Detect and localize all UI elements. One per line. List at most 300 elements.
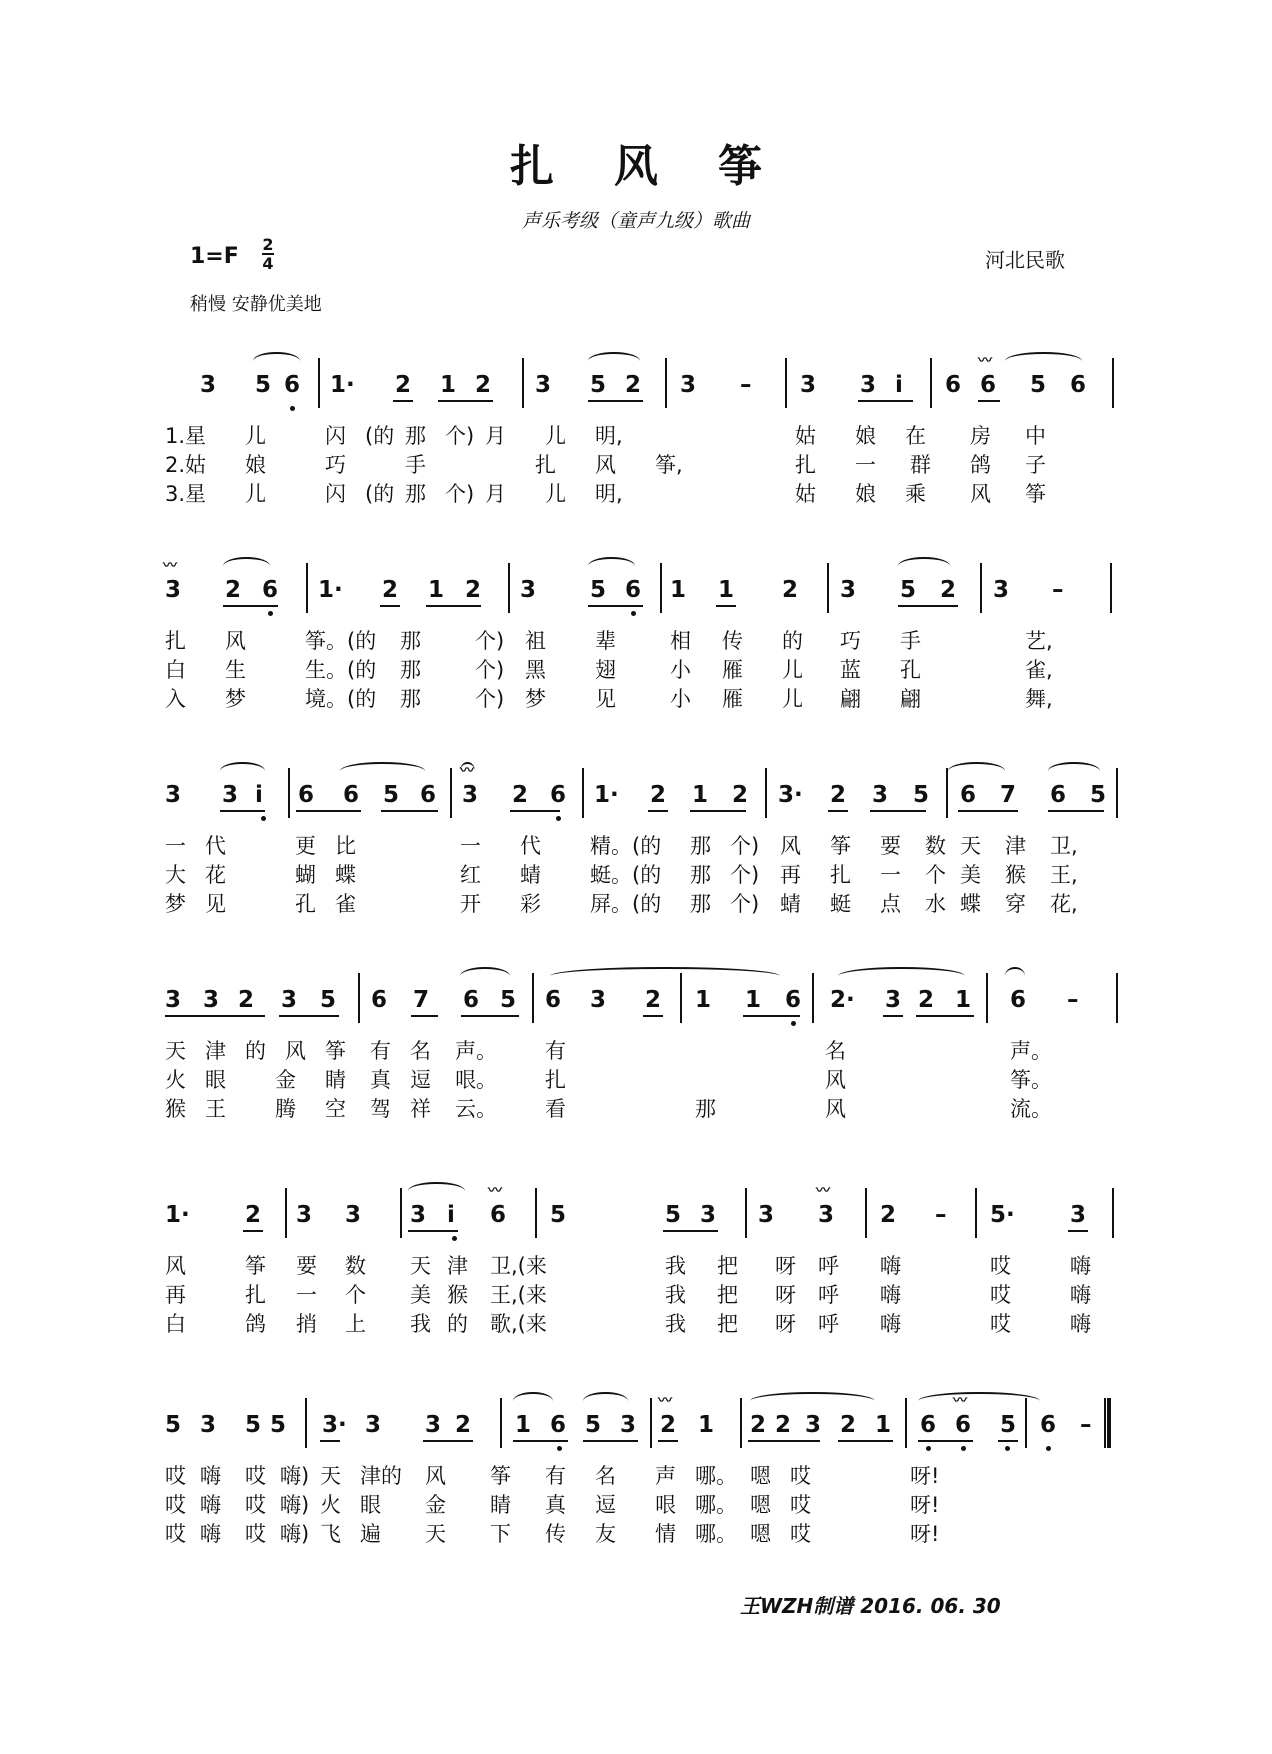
lyric-syllable: 声。: [1010, 1039, 1052, 1063]
lyric-syllable: 穿: [1005, 892, 1026, 916]
lyric-syllable: 呀!: [910, 1464, 940, 1488]
lyric-syllable: 数: [925, 834, 946, 858]
lyric-syllable: 的: [245, 1039, 266, 1063]
note: 2: [225, 577, 242, 603]
lyric-syllable: 生。(的: [305, 658, 377, 682]
note: 1: [875, 1412, 892, 1438]
lyric-syllable: 呀: [775, 1254, 796, 1278]
lyric-syllable: 嗨: [880, 1283, 901, 1307]
lyric-syllable: 水: [925, 892, 946, 916]
slur: [340, 762, 425, 780]
slur: [750, 1392, 875, 1410]
lyric-syllable: 把: [717, 1312, 738, 1336]
lyric-syllable: 蝶: [960, 892, 981, 916]
lyric-syllable: 一: [165, 834, 186, 858]
key-signature: 1=F: [190, 244, 239, 269]
barline: [535, 1188, 537, 1238]
lyric-verse-3: [0, 1093, 1272, 1121]
note: 5: [165, 1412, 182, 1438]
lyric-syllable: 翩: [900, 687, 921, 711]
lyric-syllable: 儿: [545, 482, 566, 506]
mordent-icon: 〰: [816, 1183, 830, 1199]
note: 3: [885, 987, 902, 1013]
time-denominator: 4: [262, 254, 274, 273]
lyric-syllable: 扎: [795, 453, 816, 477]
lyric-syllable: 儿: [782, 687, 803, 711]
note: 3: [281, 987, 298, 1013]
note: 3: [410, 1202, 427, 1228]
lyric-syllable: 儿: [545, 424, 566, 448]
lyric-syllable: 梦: [165, 892, 186, 916]
note: 2: [238, 987, 255, 1013]
lyric-syllable: 的: [782, 629, 803, 653]
mordent-icon: 〰: [978, 353, 992, 369]
note: 3: [800, 372, 817, 398]
note: 2: [775, 1412, 792, 1438]
mordent-icon: 〰: [953, 1393, 967, 1409]
lyric-syllable: 名: [595, 1464, 616, 1488]
note: 6: [945, 372, 962, 398]
note: 1·: [318, 577, 343, 603]
note: –: [1080, 1412, 1092, 1438]
lyric-verse-1: [0, 1035, 1272, 1063]
duration-underline: [748, 1440, 820, 1442]
note: 5: [900, 577, 917, 603]
lyric-syllable: 扎: [165, 629, 186, 653]
note: 3: [222, 782, 239, 808]
lyric-syllable: 雀,: [1025, 658, 1053, 682]
duration-underline: [380, 605, 400, 607]
mordent-icon: 〰: [658, 1393, 672, 1409]
lyric-syllable: 嗨): [280, 1493, 310, 1517]
duration-underline: [870, 810, 926, 812]
lyric-syllable: 呀!: [910, 1522, 940, 1546]
lyric-syllable: 开: [460, 892, 481, 916]
lyric-syllable: 一: [880, 863, 901, 887]
note: 2: [625, 372, 642, 398]
lyric-syllable: 眼: [205, 1068, 226, 1092]
note: 6: [960, 782, 977, 808]
barline: [665, 358, 667, 408]
note: 3: [535, 372, 552, 398]
time-numerator: 2: [262, 235, 274, 254]
note: 2: [455, 1412, 472, 1438]
lyric-verse-2: [0, 1489, 1272, 1517]
low-octave-dot: [631, 611, 636, 616]
lyric-syllable: 白: [165, 658, 186, 682]
note: i: [255, 782, 263, 808]
note: –: [935, 1202, 947, 1228]
lyric-syllable: 哪。: [695, 1493, 737, 1517]
lyric-syllable: 猴: [1005, 863, 1026, 887]
lyric-syllable: 嗯: [750, 1522, 771, 1546]
note: 2: [512, 782, 529, 808]
lyric-syllable: 美: [960, 863, 981, 887]
note: 1: [670, 577, 687, 603]
duration-underline: [658, 1440, 678, 1442]
duration-underline: [438, 400, 493, 402]
lyric-syllable: 哎: [165, 1493, 186, 1517]
lyric-syllable: 天: [425, 1522, 446, 1546]
lyric-syllable: 娘: [855, 424, 876, 448]
barline: [765, 768, 767, 818]
page-title: 扎风筝: [510, 141, 822, 192]
duration-underline: [898, 605, 958, 607]
score-system-5: [0, 1180, 1272, 1336]
note: 5: [913, 782, 930, 808]
lyric-syllable: 津: [447, 1254, 468, 1278]
lyric-syllable: 看: [545, 1097, 566, 1121]
note: 2: [750, 1412, 767, 1438]
lyric-syllable: 一: [855, 453, 876, 477]
lyric-syllable: 手: [900, 629, 921, 653]
lyric-syllable: 明,: [595, 424, 623, 448]
lyric-syllable: 飞: [320, 1522, 341, 1546]
lyric-syllable: 大: [165, 863, 186, 887]
lyric-syllable: 王,: [1050, 863, 1078, 887]
lyric-syllable: 有: [370, 1039, 391, 1063]
barline: [532, 973, 534, 1023]
note: 3: [345, 1202, 362, 1228]
lyric-syllable: 花,: [1050, 892, 1078, 916]
lyric-syllable: 2.姑: [165, 453, 207, 477]
low-octave-dot: [452, 1236, 457, 1241]
barline: [865, 1188, 867, 1238]
note: 6: [463, 987, 480, 1013]
lyric-syllable: 孔: [295, 892, 316, 916]
duration-underline: [838, 1440, 893, 1442]
lyric-syllable: 一: [296, 1283, 317, 1307]
slur: [1005, 352, 1082, 370]
lyric-syllable: 嗨): [280, 1522, 310, 1546]
lyric-syllable: 哎: [165, 1464, 186, 1488]
lyric-syllable: 眼: [360, 1493, 381, 1517]
lyric-syllable: 友: [595, 1522, 616, 1546]
note: 2: [660, 1412, 677, 1438]
slur: [583, 1392, 628, 1410]
lyric-syllable: 风: [825, 1068, 846, 1092]
lyric-syllable: 嗨: [1070, 1283, 1091, 1307]
duration-underline: [381, 810, 438, 812]
barline: [785, 358, 787, 408]
lyric-syllable: 要: [880, 834, 901, 858]
lyric-syllable: 呼: [818, 1283, 839, 1307]
duration-underline: [1068, 1230, 1088, 1232]
lyric-syllable: 鸽: [970, 453, 991, 477]
lyric-syllable: 哎: [245, 1522, 266, 1546]
lyric-syllable: 嗨: [1070, 1254, 1091, 1278]
lyric-syllable: 翅: [595, 658, 616, 682]
note: 6: [284, 372, 301, 398]
note: 2: [395, 372, 412, 398]
lyric-syllable: 手: [405, 453, 426, 477]
lyric-syllable: 云。: [455, 1097, 497, 1121]
lyric-syllable: 比: [335, 834, 356, 858]
lyric-syllable: 蝶: [335, 863, 356, 887]
lyric-syllable: 梦: [225, 687, 246, 711]
duration-underline: [690, 810, 746, 812]
lyric-syllable: 鸽: [245, 1312, 266, 1336]
lyric-syllable: 天: [320, 1464, 341, 1488]
note: 3: [203, 987, 220, 1013]
lyric-syllable: 彩: [520, 892, 541, 916]
note: 3: [818, 1202, 835, 1228]
note: 5: [320, 987, 337, 1013]
duration-underline: [588, 400, 643, 402]
lyric-syllable: 王: [205, 1097, 226, 1121]
slur: [588, 352, 640, 370]
lyric-syllable: 梦: [525, 687, 546, 711]
barline: [306, 563, 308, 613]
barline: [318, 358, 320, 408]
barline: [745, 1188, 747, 1238]
lyric-verse-2: [0, 654, 1272, 682]
duration-underline: [296, 810, 361, 812]
note: 2: [918, 987, 935, 1013]
barline: [980, 563, 982, 613]
lyric-syllable: 真: [545, 1493, 566, 1517]
lyric-syllable: 艺,: [1025, 629, 1053, 653]
note: 1: [955, 987, 972, 1013]
note: 6: [550, 1412, 567, 1438]
lyric-syllable: 呀!: [910, 1493, 940, 1517]
duration-underline: [883, 1015, 903, 1017]
final-barline: [1104, 1398, 1111, 1448]
duration-underline: [583, 1440, 638, 1442]
note: 6: [545, 987, 562, 1013]
lyric-syllable: 哎: [245, 1464, 266, 1488]
note: 2: [940, 577, 957, 603]
lyric-syllable: 津: [205, 1039, 226, 1063]
lyric-syllable: 呼: [818, 1312, 839, 1336]
lyric-syllable: 那: [400, 687, 421, 711]
duration-underline: [648, 810, 668, 812]
lyric-syllable: 个: [345, 1283, 366, 1307]
lyric-syllable: 天: [960, 834, 981, 858]
lyric-syllable: 哪。: [695, 1522, 737, 1546]
lyric-syllable: 下: [490, 1522, 511, 1546]
lyric-syllable: 嗨): [280, 1464, 310, 1488]
note: 5·: [990, 1202, 1015, 1228]
lyric-syllable: 月: [485, 424, 506, 448]
lyric-verse-3: [0, 888, 1272, 916]
lyric-syllable: 哎: [990, 1283, 1011, 1307]
lyric-syllable: 精。(的: [590, 834, 662, 858]
duration-underline: [916, 1015, 974, 1017]
lyric-syllable: 天: [165, 1039, 186, 1063]
lyric-syllable: 中: [1025, 424, 1046, 448]
duration-underline: [978, 400, 1000, 402]
duration-underline: [828, 810, 848, 812]
lyric-syllable: 金: [275, 1068, 296, 1092]
lyric-syllable: 儿: [245, 424, 266, 448]
lyric-syllable: 蜓: [830, 892, 851, 916]
lyric-syllable: 在: [905, 424, 926, 448]
note: 6: [1010, 987, 1027, 1013]
lyric-syllable: 月: [485, 482, 506, 506]
barline: [650, 1398, 652, 1448]
note: 3: [860, 372, 877, 398]
duration-underline: [223, 605, 278, 607]
score-system-6: [0, 1390, 1272, 1546]
note: 7: [413, 987, 430, 1013]
barline: [450, 768, 452, 818]
barline: [740, 1398, 742, 1448]
slur: [838, 967, 965, 985]
barline: [986, 973, 988, 1023]
lyric-syllable: 哏。: [455, 1068, 497, 1092]
lyric-syllable: 情: [655, 1522, 676, 1546]
duration-underline: [513, 1440, 568, 1442]
note: 6: [371, 987, 388, 1013]
note: 1: [698, 1412, 715, 1438]
low-octave-dot: [268, 611, 273, 616]
low-octave-dot: [1005, 1446, 1010, 1451]
time-signature: [262, 236, 274, 272]
lyric-syllable: 红: [460, 863, 481, 887]
slur: [408, 1182, 465, 1200]
note: 3: [365, 1412, 382, 1438]
note: i: [447, 1202, 455, 1228]
note: 1: [428, 577, 445, 603]
duration-underline: [643, 1015, 663, 1017]
lyric-syllable: 雁: [722, 658, 743, 682]
note: 6: [625, 577, 642, 603]
lyric-syllable: 风: [425, 1464, 446, 1488]
lyric-syllable: 我: [665, 1254, 686, 1278]
note: 2: [645, 987, 662, 1013]
duration-underline: [220, 810, 265, 812]
barline: [508, 563, 510, 613]
slur: [1005, 967, 1025, 985]
low-octave-dot: [961, 1446, 966, 1451]
barline: [285, 1188, 287, 1238]
lyric-syllable: 个): [475, 687, 505, 711]
lyric-syllable: 歌,(来: [490, 1312, 547, 1336]
lyric-syllable: 风: [780, 834, 801, 858]
mordent-icon: 〰: [460, 763, 474, 779]
lyric-syllable: 哎: [990, 1312, 1011, 1336]
note: 3: [872, 782, 889, 808]
note: 6: [262, 577, 279, 603]
lyric-syllable: 呼: [818, 1254, 839, 1278]
duration-underline: [663, 1230, 718, 1232]
lyric-syllable: 个): [445, 482, 475, 506]
duration-underline: [918, 1440, 973, 1442]
note: 2: [830, 782, 847, 808]
lyric-syllable: 花: [205, 863, 226, 887]
lyric-syllable: 哎: [990, 1254, 1011, 1278]
lyric-syllable: 儿: [245, 482, 266, 506]
lyric-syllable: 上: [345, 1312, 366, 1336]
lyric-syllable: 个): [730, 863, 760, 887]
lyric-syllable: 蜓。(的: [590, 863, 662, 887]
slur: [253, 352, 300, 370]
duration-underline: [998, 1440, 1018, 1442]
lyric-syllable: 筝: [245, 1254, 266, 1278]
page-subtitle: 声乐考级（童声九级）歌曲: [521, 210, 750, 232]
lyric-verse-1: [0, 625, 1272, 653]
lyric-syllable: 雀: [335, 892, 356, 916]
note: 6: [980, 372, 997, 398]
mordent-icon: 〰: [163, 558, 177, 574]
lyric-syllable: 代: [520, 834, 541, 858]
lyric-syllable: 见: [595, 687, 616, 711]
lyric-syllable: 一: [460, 834, 481, 858]
barline: [582, 768, 584, 818]
note: 1: [692, 782, 709, 808]
lyric-syllable: 把: [717, 1254, 738, 1278]
slur: [588, 557, 635, 575]
barline: [305, 1398, 307, 1448]
lyric-syllable: 捎: [296, 1312, 317, 1336]
lyric-syllable: 个): [475, 658, 505, 682]
lyric-syllable: 小: [670, 687, 691, 711]
lyric-syllable: 黑: [525, 658, 546, 682]
lyric-syllable: 那: [400, 658, 421, 682]
lyric-syllable: 哪。: [695, 1464, 737, 1488]
note: 1: [695, 987, 712, 1013]
lyric-syllable: 呀: [775, 1283, 796, 1307]
score-system-2: [0, 555, 1272, 711]
lyric-syllable: 屏。(的: [590, 892, 662, 916]
duration-underline: [165, 1015, 265, 1017]
lyric-syllable: 小: [670, 658, 691, 682]
lyric-syllable: 蜻: [520, 863, 541, 887]
slur: [550, 967, 780, 985]
note: 6: [343, 782, 360, 808]
lyric-syllable: 扎: [830, 863, 851, 887]
lyric-syllable: 的: [447, 1312, 468, 1336]
lyric-syllable: 扎: [245, 1283, 266, 1307]
duration-underline: [1048, 810, 1104, 812]
lyric-syllable: 我: [410, 1312, 431, 1336]
lyric-syllable: 闪: [325, 424, 346, 448]
barline: [660, 563, 662, 613]
note: 6: [785, 987, 802, 1013]
note: 2: [650, 782, 667, 808]
note: 1·: [165, 1202, 190, 1228]
composer: 河北民歌: [985, 248, 1065, 272]
lyric-syllable: 风: [285, 1039, 306, 1063]
lyric-syllable: 嗨: [880, 1312, 901, 1336]
note: 3: [805, 1412, 822, 1438]
duration-underline: [426, 605, 481, 607]
barline: [1110, 563, 1112, 613]
lyric-verse-3: [0, 1518, 1272, 1546]
note: 5: [255, 372, 272, 398]
lyric-syllable: 有: [545, 1039, 566, 1063]
lyric-syllable: 更: [295, 834, 316, 858]
note: 6: [298, 782, 315, 808]
lyric-syllable: 流。: [1010, 1097, 1052, 1121]
lyric-syllable: 声。: [455, 1039, 497, 1063]
slur: [513, 1392, 553, 1410]
note: 5: [500, 987, 517, 1013]
duration-underline: [279, 1015, 339, 1017]
score-system-4: [0, 965, 1272, 1121]
note: 6: [920, 1412, 937, 1438]
lyric-syllable: 筝。: [1010, 1068, 1052, 1092]
note: 5: [1000, 1412, 1017, 1438]
note: 1·: [594, 782, 619, 808]
note: 3: [520, 577, 537, 603]
note: 1: [745, 987, 762, 1013]
lyric-syllable: 卫,(来: [490, 1254, 547, 1278]
note: 3: [700, 1202, 717, 1228]
slur: [220, 762, 265, 780]
lyric-syllable: 卫,: [1050, 834, 1078, 858]
